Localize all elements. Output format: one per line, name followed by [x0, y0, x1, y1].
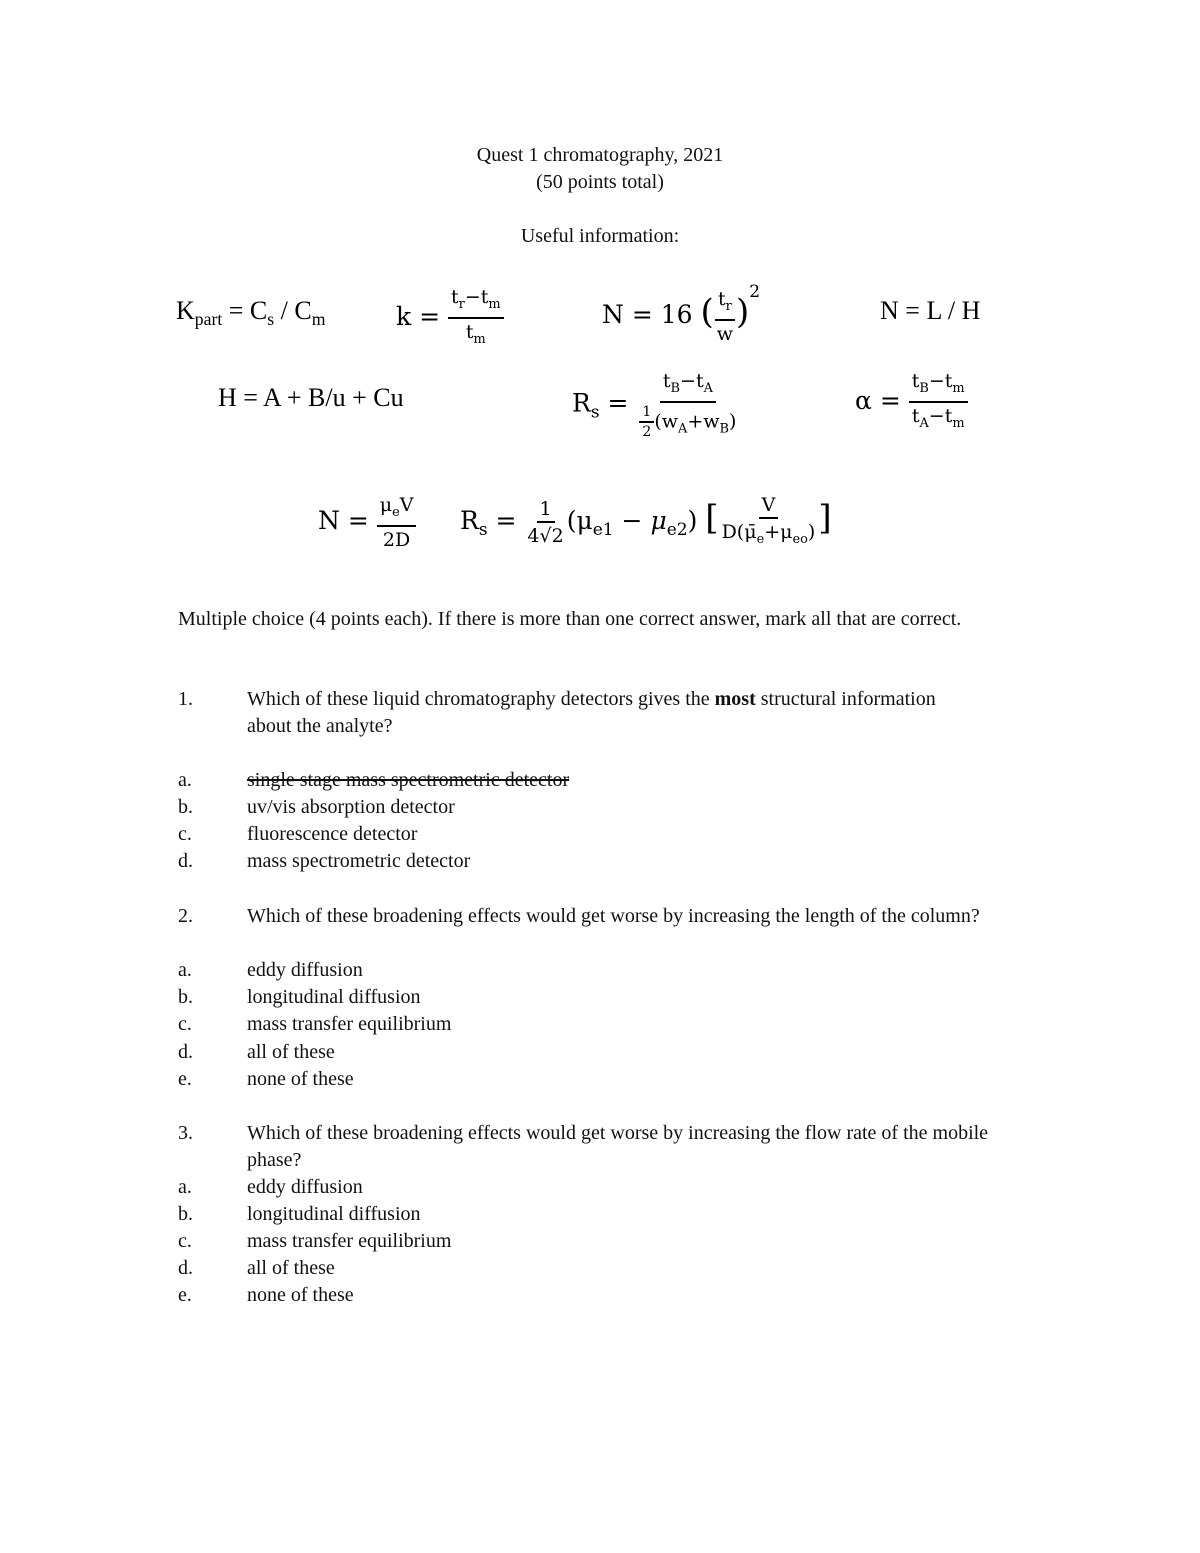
- question-text: Which of these liquid chromatography detectors gives the most structural information about the analyte?: [247, 688, 936, 737]
- option-letter: d.: [178, 1257, 193, 1279]
- page-title: Quest 1 chromatography, 2021: [476, 144, 724, 166]
- instructions: Multiple choice (4 points each). If there is more than one correct answer, mark all that are correct.: [178, 608, 962, 630]
- equation-kpart: $K_{part} = C_s / C_m$: [176, 296, 326, 330]
- question-number: 1.: [178, 688, 193, 710]
- option-text: none of these: [247, 1068, 354, 1090]
- option-text: longitudinal diffusion: [247, 986, 421, 1008]
- points-total: (50 points total): [536, 171, 664, 193]
- option-letter: b.: [178, 1203, 193, 1225]
- option-text: all of these: [247, 1257, 335, 1279]
- option-letter: d.: [178, 1041, 193, 1063]
- option-letter: d.: [178, 850, 193, 872]
- option-letter: b.: [178, 986, 193, 1008]
- option-letter: a.: [178, 769, 192, 791]
- option-text: eddy diffusion: [247, 1176, 363, 1198]
- equation-electrophoresis-plates: N = $\frac{\mu_eV}{2D}$: [318, 494, 416, 551]
- option-letter: a.: [178, 959, 192, 981]
- option-text: mass transfer equilibrium: [247, 1013, 452, 1035]
- equation-retention-factor: k = $\frac{t_r-t_m}{t_m}$: [396, 286, 504, 351]
- equation-van-deemter: H = A + B/u + Cu: [218, 383, 404, 412]
- option-text: uv/vis absorption detector: [247, 796, 455, 818]
- option-text: all of these: [247, 1041, 335, 1063]
- option-text: longitudinal diffusion: [247, 1203, 421, 1225]
- option-letter: e.: [178, 1068, 192, 1090]
- option-text: none of these: [247, 1284, 354, 1306]
- option-letter: c.: [178, 1230, 192, 1252]
- option-text: mass transfer equilibrium: [247, 1230, 452, 1252]
- equation-electrophoresis-resolution: $R_s$ = $\frac{1}{4√2}$ $(\mu_{e1} - \mu_{e2})$ [ $\frac{V}{D(\mū_e+\mu_{eo})}$ ]: [460, 494, 832, 547]
- option-letter: a.: [178, 1176, 192, 1198]
- option-letter: b.: [178, 796, 193, 818]
- question-text: Which of these broadening effects would get worse by increasing the flow rate of the mobile phase?: [247, 1122, 989, 1171]
- question-number: 3.: [178, 1122, 193, 1144]
- option-text-struck: single stage mass spectrometric detector: [247, 769, 570, 791]
- useful-info-heading: Useful information:: [520, 225, 680, 247]
- option-text: eddy diffusion: [247, 959, 363, 981]
- equation-resolution: $R_s$ = $t_B-t_A$ $\frac{1}{2}$ $(w_A+w_B)$: [572, 370, 737, 440]
- option-text: fluorescence detector: [247, 823, 418, 845]
- question-text: Which of these broadening effects would get worse by increasing the length of the column?: [247, 905, 980, 927]
- question-number: 2.: [178, 905, 193, 927]
- option-letter: c.: [178, 823, 192, 845]
- equation-plate-number-width: N = 16 ( $\frac{t_r}{w}$ )$^2$: [602, 282, 761, 345]
- option-letter: c.: [178, 1013, 192, 1035]
- option-text: mass spectrometric detector: [247, 850, 471, 872]
- option-letter: e.: [178, 1284, 192, 1306]
- equation-selectivity: α = $\frac{t_B-t_m}{t_A-t_m}$: [855, 370, 968, 435]
- equation-plate-number-height: N = L / H: [880, 296, 981, 325]
